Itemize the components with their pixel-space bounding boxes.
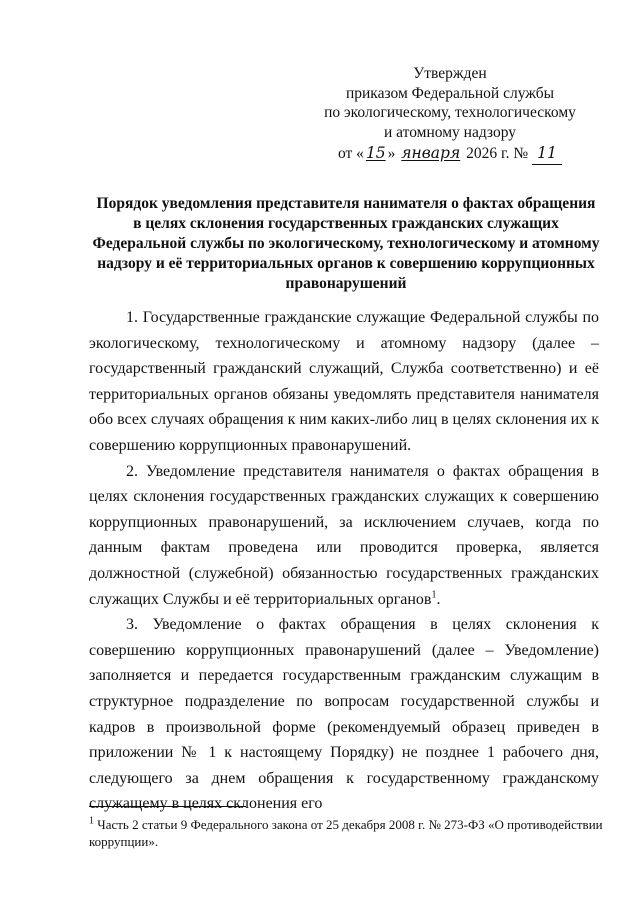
paragraph-2: [89, 459, 599, 613]
handwritten-month: января: [401, 144, 461, 162]
approval-line-4: и атомному надзору: [384, 123, 516, 141]
date-prefix: от «: [337, 145, 364, 162]
date-quote-close: »: [387, 145, 396, 162]
paragraph-2-text: 2. Уведомление представителя нанимателя о фактах обращения в целях склонения государственных гражданских служащих к совершению коррупционных правонарушений, за исключением случаев, когда по данным фактам проведена или проводится проверка, является должностной (служебной) обязанностью государственных гражданских служащих Службы и её территориальных органов: [89, 462, 599, 608]
title-line-2: в целях склонения государственных гражданских служащих: [133, 215, 559, 232]
title-line-3: Федеральной службы по экологическому, технологическому и атомному: [92, 235, 600, 252]
title-line-4: надзору и её территориальных органов к совершению коррупционных: [97, 255, 595, 272]
handwritten-day: 15: [365, 144, 386, 162]
footnote-reference[interactable]: 1: [431, 589, 437, 601]
document-body: [89, 305, 599, 817]
footnote-text: Часть 2 статьи 9 Федерального закона от 25 декабря 2008 г. № 273-ФЗ «О противодействии коррупции».: [89, 817, 603, 849]
footnote: [89, 816, 604, 850]
approval-line-3: по экологическому, технологическому: [324, 104, 576, 121]
title-line-1: Порядок уведомления представителя нанимателя о фактах обращения: [96, 195, 596, 212]
approval-line-2: приказом Федеральной службы: [345, 84, 555, 102]
approval-block: [300, 64, 600, 165]
document-title: [82, 194, 610, 294]
paragraph-3: 3. Уведомление о фактах обращения в целях склонения к совершению коррупционных правонарушений (далее – Уведомление) заполняется и передается государственным гражданским служащим в структурное подразделение по вопросам государственной службы и кадров в произвольной форме (рекомендуемый образец приведен в приложении № 1 к настоящему Порядку) не позднее 1 рабочего дня, следующего за днем обращения к государственному гражданскому служащему в целях склонения его: [89, 616, 599, 813]
footnote-separator: [89, 806, 246, 807]
handwritten-number: 11: [537, 144, 557, 162]
approval-line-1: Утвержден: [413, 65, 487, 82]
approval-date-line: [300, 144, 600, 165]
order-number: [532, 144, 562, 165]
date-year: 2026 г. №: [466, 145, 529, 162]
paragraph-1: 1. Государственные гражданские служащие Федеральной службы по экологическому, технологическому и атомному надзору (далее – государственный гражданский служащий, Служба соответственно) и её территориальных органов обязаны уведомлять представителя нанимателя обо всех случаях обращения к ним каких-либо лиц в целях склонения их к совершению коррупционных правонарушений.: [89, 309, 599, 454]
title-line-5: правонарушений: [285, 275, 407, 292]
paragraph-2-end: .: [436, 590, 441, 608]
footnote-mark: 1: [89, 815, 94, 827]
